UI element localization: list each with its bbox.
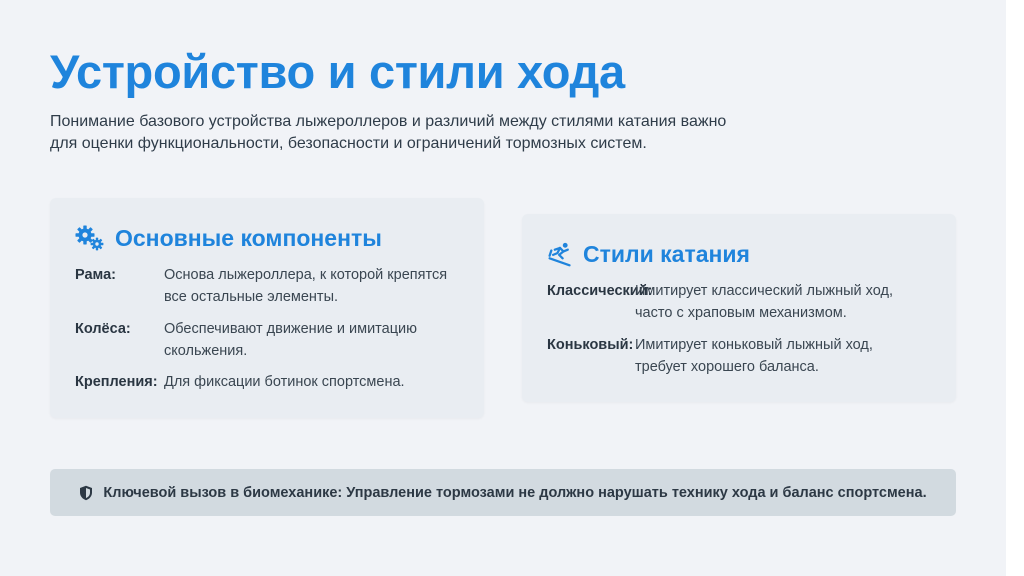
key-challenge-callout [50,469,956,516]
components-card-title: Основные компоненты [115,224,382,251]
component-desc: Для фиксации ботинок спортсмена. [164,374,405,390]
page-title: Устройство и стили хода [50,45,625,98]
components-card [50,198,484,418]
style-desc: Имитирует коньковый лыжный ход, требует хорошего баланса. [635,337,873,375]
style-term: Коньковый: [547,337,634,353]
style-desc: Имитирует классический лыжный ход, часто с храповым механизмом. [635,283,894,321]
skier-icon [547,240,573,268]
styles-card-title: Стили катания [583,240,750,267]
callout-text: Ключевой вызов в биомеханике: Управление тормозами не должно нарушать технику хода и баланс спортсмена. [103,484,927,501]
styles-card [522,214,956,402]
components-card-header [75,224,382,252]
shield-icon [79,485,93,501]
style-term: Классический: [547,283,653,299]
component-term: Крепления: [75,374,158,390]
right-margin [1006,0,1024,576]
styles-card-header [547,240,750,268]
component-term: Рама: [75,267,116,283]
component-desc: Обеспечивают движение и имитацию скольжения. [164,321,417,359]
page-subtitle: Понимание базового устройства лыжероллеров и различий между стилями катания важно для оценки функциональности, безопасности и ограничений тормозных систем. [50,113,727,152]
component-desc: Основа лыжероллера, к которой крепятся все остальные элементы. [164,267,448,305]
component-term: Колёса: [75,321,131,337]
gears-icon [75,224,105,252]
